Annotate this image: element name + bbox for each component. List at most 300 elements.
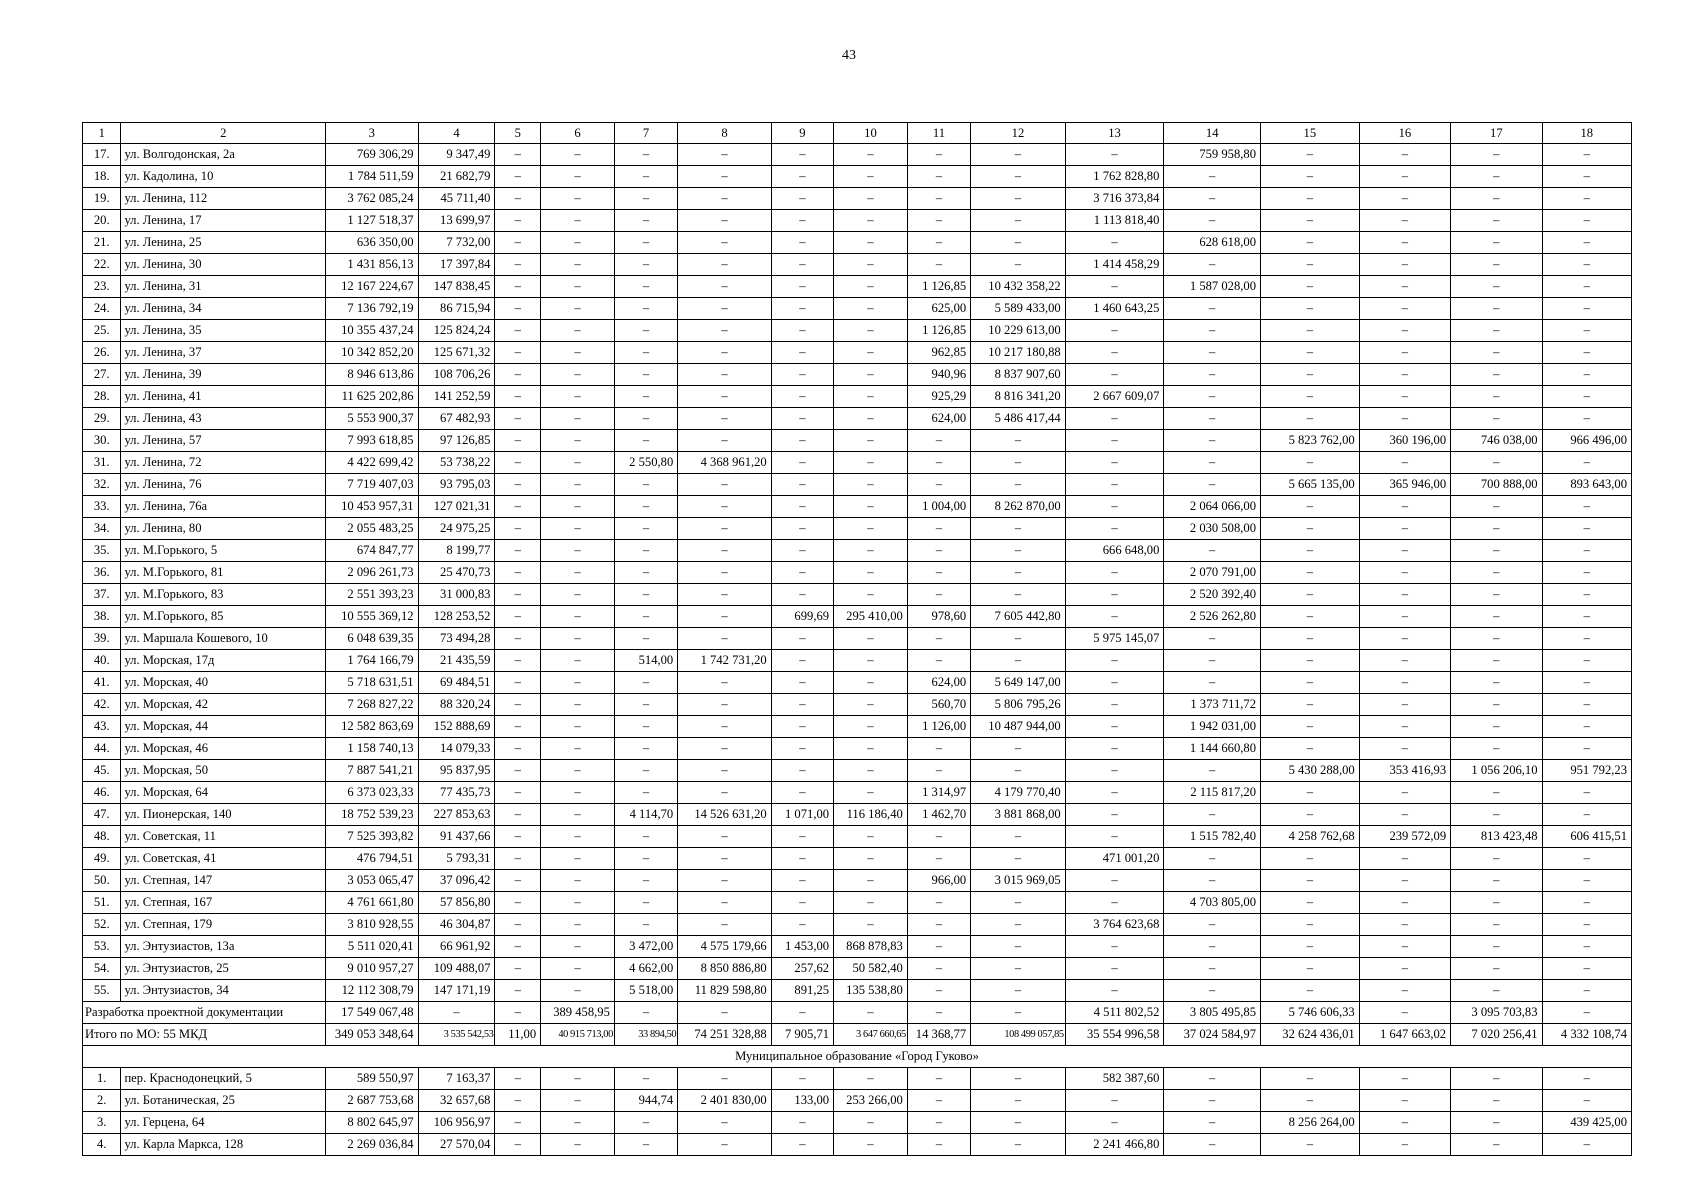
value-cell: – [614,276,677,298]
value-cell: – [678,298,772,320]
value-cell: – [771,914,833,936]
value-cell: 74 251 328,88 [678,1024,772,1046]
value-cell: – [678,430,772,452]
value-cell: – [1451,320,1542,342]
value-cell: – [907,760,970,782]
value-cell: – [971,650,1066,672]
column-number-cell: 18 [1542,123,1631,144]
value-cell: – [678,760,772,782]
value-cell: – [1359,958,1450,980]
address-cell: пер. Краснодонецкий, 5 [121,1068,326,1090]
row-index-cell: 36. [83,562,121,584]
value-cell: – [678,342,772,364]
value-cell: – [971,760,1066,782]
value-cell: – [971,232,1066,254]
value-cell: – [541,254,615,276]
value-cell: 476 794,51 [326,848,418,870]
value-cell: – [771,628,833,650]
value-cell: – [1451,298,1542,320]
value-cell: – [1359,232,1450,254]
value-cell: – [1451,364,1542,386]
value-cell: – [771,144,833,166]
value-cell: 32 624 436,01 [1261,1024,1360,1046]
value-cell: – [1359,914,1450,936]
value-cell: – [1065,364,1164,386]
value-cell: – [907,144,970,166]
value-cell: – [971,958,1066,980]
value-cell: – [1065,144,1164,166]
value-cell: – [971,980,1066,1002]
value-cell: – [495,870,541,892]
value-cell: 3 762 085,24 [326,188,418,210]
value-cell: – [495,738,541,760]
value-cell: – [678,364,772,386]
value-cell: – [834,254,908,276]
value-cell: – [1451,408,1542,430]
value-cell: – [1359,1090,1450,1112]
value-cell: – [771,650,833,672]
value-cell: – [541,1090,615,1112]
value-cell: – [907,518,970,540]
value-cell: – [1542,958,1631,980]
value-cell: – [541,760,615,782]
value-cell: 560,70 [907,694,970,716]
row-index-cell: 49. [83,848,121,870]
value-cell: – [771,826,833,848]
value-cell: 11 829 598,80 [678,980,772,1002]
value-cell: – [1359,320,1450,342]
row-index-cell: 25. [83,320,121,342]
value-cell: 1 764 166,79 [326,650,418,672]
row-index-cell: 34. [83,518,121,540]
table-row [83,958,1632,980]
row-index-cell: 3. [83,1112,121,1134]
value-cell: – [541,232,615,254]
value-cell: – [1261,782,1360,804]
value-cell: 10 355 437,24 [326,320,418,342]
value-cell: – [771,496,833,518]
value-cell: – [1542,892,1631,914]
value-cell: – [614,782,677,804]
value-cell: – [541,650,615,672]
value-cell: – [834,1002,908,1024]
value-cell: – [495,408,541,430]
value-cell: 57 856,80 [418,892,495,914]
value-cell: – [907,232,970,254]
value-cell: – [1451,342,1542,364]
value-cell: – [1065,1090,1164,1112]
value-cell: – [1359,210,1450,232]
value-cell: – [1065,606,1164,628]
value-cell: 3 805 495,85 [1164,1002,1261,1024]
address-cell: ул. Ленина, 39 [121,364,326,386]
value-cell: 25 470,73 [418,562,495,584]
value-cell: – [1164,914,1261,936]
address-cell: ул. Степная, 167 [121,892,326,914]
value-cell: 73 494,28 [418,628,495,650]
value-cell: 700 888,00 [1451,474,1542,496]
value-cell: – [1261,980,1360,1002]
address-cell: ул. Ленина, 25 [121,232,326,254]
value-cell: – [834,298,908,320]
row-index-cell: 22. [83,254,121,276]
value-cell: – [1451,804,1542,826]
value-cell: 40 915 713,00 [541,1024,615,1046]
value-cell: 10 342 852,20 [326,342,418,364]
value-cell: – [1065,650,1164,672]
column-number-cell: 3 [326,123,418,144]
value-cell: – [495,1068,541,1090]
page-number: 43 [842,48,856,63]
value-cell: – [1451,958,1542,980]
value-cell: – [614,914,677,936]
value-cell: – [1451,496,1542,518]
value-cell: 1 587 028,00 [1164,276,1261,298]
table-row [83,914,1632,936]
value-cell: 365 946,00 [1359,474,1450,496]
value-cell: – [541,848,615,870]
row-index-cell: 43. [83,716,121,738]
value-cell: 69 484,51 [418,672,495,694]
value-cell: 125 824,24 [418,320,495,342]
value-cell: 5 430 288,00 [1261,760,1360,782]
column-number-cell: 6 [541,123,615,144]
value-cell: – [907,584,970,606]
budget-table [82,122,1632,1156]
value-cell: – [541,914,615,936]
row-index-cell: 51. [83,892,121,914]
value-cell: – [1164,540,1261,562]
value-cell: – [971,188,1066,210]
value-cell: – [1542,452,1631,474]
value-cell: – [495,452,541,474]
value-cell: – [1359,694,1450,716]
value-cell: 46 304,87 [418,914,495,936]
value-cell: 88 320,24 [418,694,495,716]
value-cell: – [495,210,541,232]
value-cell: – [1164,430,1261,452]
value-cell: – [771,452,833,474]
value-cell: – [1451,1134,1542,1156]
value-cell: 1 462,70 [907,804,970,826]
value-cell: – [1451,870,1542,892]
value-cell: – [1261,716,1360,738]
value-cell: – [834,166,908,188]
value-cell: – [1451,980,1542,1002]
value-cell: 349 053 348,64 [326,1024,418,1046]
value-cell: – [1359,540,1450,562]
value-cell: – [678,562,772,584]
value-cell: – [541,474,615,496]
value-cell: – [971,936,1066,958]
value-cell: – [1451,672,1542,694]
value-cell: – [907,1002,970,1024]
value-cell: – [907,826,970,848]
row-index-cell: 33. [83,496,121,518]
value-cell: 257,62 [771,958,833,980]
value-cell: – [1359,1134,1450,1156]
value-cell: – [1451,1090,1542,1112]
value-cell: – [1261,1134,1360,1156]
table-row [83,1068,1632,1090]
value-cell: – [1542,188,1631,210]
value-cell: – [971,584,1066,606]
value-cell: – [834,452,908,474]
value-cell: – [1261,210,1360,232]
value-cell: – [1164,870,1261,892]
value-cell: – [541,936,615,958]
value-cell: 5 718 631,51 [326,672,418,694]
value-cell: – [541,694,615,716]
value-cell: – [907,166,970,188]
value-cell: – [678,408,772,430]
value-cell: 3 764 623,68 [1065,914,1164,936]
table-row [83,298,1632,320]
value-cell: – [771,760,833,782]
value-cell: 239 572,09 [1359,826,1450,848]
value-cell: – [1261,848,1360,870]
value-cell: – [541,606,615,628]
value-cell: – [834,320,908,342]
value-cell: 589 550,97 [326,1068,418,1090]
value-cell: 14 526 631,20 [678,804,772,826]
value-cell: 1 144 660,80 [1164,738,1261,760]
column-number-cell: 10 [834,123,908,144]
value-cell: – [614,826,677,848]
value-cell: 66 961,92 [418,936,495,958]
value-cell: – [1359,892,1450,914]
value-cell: 7 136 792,19 [326,298,418,320]
value-cell: – [1065,276,1164,298]
value-cell: – [1164,386,1261,408]
row-index-cell: 30. [83,430,121,452]
value-cell: – [541,496,615,518]
value-cell: 925,29 [907,386,970,408]
value-cell: – [678,914,772,936]
value-cell: – [834,694,908,716]
value-cell: – [678,254,772,276]
value-cell: – [1261,342,1360,364]
value-cell: 17 549 067,48 [326,1002,418,1024]
value-cell: – [541,958,615,980]
value-cell: – [771,892,833,914]
value-cell: – [541,166,615,188]
value-cell: – [1451,782,1542,804]
value-cell: – [1065,782,1164,804]
value-cell: 1 113 818,40 [1065,210,1164,232]
value-cell: 636 350,00 [326,232,418,254]
value-cell: – [834,408,908,430]
value-cell: – [834,914,908,936]
value-cell: – [495,782,541,804]
value-cell: – [614,540,677,562]
value-cell: – [1542,628,1631,650]
value-cell: – [1261,254,1360,276]
value-cell: – [1359,518,1450,540]
value-cell: 125 671,32 [418,342,495,364]
address-cell: ул. Ленина, 43 [121,408,326,430]
address-cell: ул. Ленина, 76а [121,496,326,518]
value-cell: – [771,694,833,716]
value-cell: – [1542,848,1631,870]
table-row [83,804,1632,826]
row-index-cell: 41. [83,672,121,694]
value-cell: 674 847,77 [326,540,418,562]
value-cell: 962,85 [907,342,970,364]
value-cell: 4 575 179,66 [678,936,772,958]
value-cell: 10 453 957,31 [326,496,418,518]
value-cell: 699,69 [771,606,833,628]
value-cell: 1 126,85 [907,320,970,342]
value-cell: – [771,408,833,430]
value-cell: – [495,892,541,914]
table-row [83,870,1632,892]
table-row [83,628,1632,650]
value-cell: – [1261,892,1360,914]
value-cell: – [1164,650,1261,672]
value-cell: – [541,540,615,562]
value-cell: 360 196,00 [1359,430,1450,452]
value-cell: – [1542,980,1631,1002]
value-cell: – [907,914,970,936]
value-cell: – [1065,936,1164,958]
value-cell: 2 401 830,00 [678,1090,772,1112]
table-row [83,474,1632,496]
address-cell: ул. М.Горького, 81 [121,562,326,584]
value-cell: – [1261,606,1360,628]
value-cell: 35 554 996,58 [1065,1024,1164,1046]
value-cell: 2 550,80 [614,452,677,474]
value-cell: – [541,980,615,1002]
value-cell: – [971,474,1066,496]
value-cell: 813 423,48 [1451,826,1542,848]
value-cell: – [1164,1090,1261,1112]
table-row [83,1112,1632,1134]
value-cell: – [614,738,677,760]
value-cell: – [614,144,677,166]
value-cell: 2 030 508,00 [1164,518,1261,540]
value-cell: – [1065,342,1164,364]
value-cell: 6 048 639,35 [326,628,418,650]
value-cell: – [1164,980,1261,1002]
value-cell: – [1261,166,1360,188]
row-index-cell: 37. [83,584,121,606]
value-cell: – [1451,452,1542,474]
value-cell: 7 268 827,22 [326,694,418,716]
value-cell: – [614,232,677,254]
value-cell: – [541,628,615,650]
value-cell: – [1359,650,1450,672]
value-cell: – [614,562,677,584]
value-cell: 4 368 961,20 [678,452,772,474]
value-cell: – [1065,408,1164,430]
value-cell: 147 838,45 [418,276,495,298]
value-cell: – [495,540,541,562]
value-cell: – [1451,606,1542,628]
value-cell: – [1261,386,1360,408]
value-cell: 5 665 135,00 [1261,474,1360,496]
table-row [83,980,1632,1002]
value-cell: – [1164,452,1261,474]
value-cell: – [541,210,615,232]
value-cell: – [834,584,908,606]
address-cell: ул. Ленина, 31 [121,276,326,298]
table-row [83,606,1632,628]
value-cell: – [834,848,908,870]
value-cell: – [1065,826,1164,848]
value-cell: – [907,958,970,980]
value-cell: – [541,342,615,364]
value-cell: – [1451,540,1542,562]
value-cell: – [678,606,772,628]
table-row [83,166,1632,188]
value-cell: – [1451,562,1542,584]
value-cell: 2 667 609,07 [1065,386,1164,408]
value-cell: 8 199,77 [418,540,495,562]
value-cell: 5 511 020,41 [326,936,418,958]
value-cell: – [1164,166,1261,188]
value-cell: – [834,540,908,562]
value-cell: 108 499 057,85 [971,1024,1066,1046]
value-cell: 5 975 145,07 [1065,628,1164,650]
value-cell: – [834,870,908,892]
value-cell: – [495,672,541,694]
value-cell: – [1261,914,1360,936]
value-cell: 1 515 782,40 [1164,826,1261,848]
value-cell: – [1542,1090,1631,1112]
table-row [83,430,1632,452]
address-cell: ул. Ленина, 57 [121,430,326,452]
value-cell: – [834,650,908,672]
value-cell: – [1542,672,1631,694]
value-cell: – [1261,562,1360,584]
value-cell: 95 837,95 [418,760,495,782]
value-cell: – [834,386,908,408]
value-cell: – [1451,650,1542,672]
value-cell: – [495,518,541,540]
value-cell: – [678,540,772,562]
value-cell: 45 711,40 [418,188,495,210]
table-row [83,188,1632,210]
design-documentation-row [83,1002,1632,1024]
row-index-cell: 18. [83,166,121,188]
table-row [83,210,1632,232]
value-cell: – [495,1090,541,1112]
value-cell: 7 905,71 [771,1024,833,1046]
value-cell: 4 511 802,52 [1065,1002,1164,1024]
value-cell: – [1164,210,1261,232]
value-cell: – [1359,606,1450,628]
value-cell: 606 415,51 [1542,826,1631,848]
value-cell: – [1261,804,1360,826]
value-cell: – [495,694,541,716]
row-index-cell: 39. [83,628,121,650]
value-cell: – [1065,738,1164,760]
value-cell: – [678,166,772,188]
value-cell: 5 806 795,26 [971,694,1066,716]
value-cell: – [614,1112,677,1134]
value-cell: – [1164,672,1261,694]
value-cell: – [1451,276,1542,298]
value-cell: – [834,474,908,496]
value-cell: – [1542,936,1631,958]
value-cell: – [678,1134,772,1156]
value-cell: 7 887 541,21 [326,760,418,782]
value-cell: – [1451,628,1542,650]
value-cell: – [1359,870,1450,892]
table-row [83,232,1632,254]
value-cell: – [1261,936,1360,958]
